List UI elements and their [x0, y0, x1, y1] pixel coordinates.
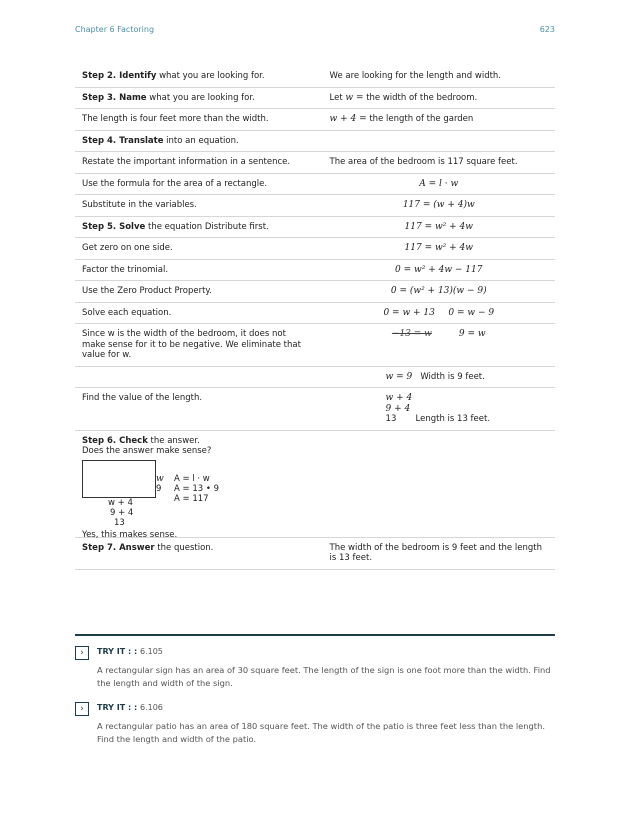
math-expr: 117 = (w + 4)w — [402, 200, 475, 210]
math-expr: 0 = w² + 4w − 117 — [395, 264, 483, 275]
left-text: Since w is the width of the bedroom, it does not make sense for it to be negative. We eliminate that value for w. — [75, 324, 316, 367]
math-expr: 117 = w² + 4w — [404, 243, 473, 253]
diagram-length-value: 13 — [114, 517, 125, 528]
math-expr: 9 = w — [458, 329, 486, 339]
solution-table — [75, 66, 555, 570]
try-it-text: A rectangular patio has an area of 180 square feet. The width of the patio is three feet less than the length. Find the length and width of the patio. — [97, 721, 545, 744]
step-label: Step 2. Identify — [82, 71, 157, 81]
math-expr: 9 + 4 — [385, 403, 411, 414]
check-question: Does the answer make sense? — [82, 446, 212, 456]
row-substitute — [75, 195, 555, 217]
diagram-width-value: 9 — [156, 483, 162, 494]
row-width — [75, 366, 555, 388]
chevron-right-icon[interactable]: › — [75, 702, 89, 716]
math-expr: w = 9 — [385, 371, 413, 382]
left-text: Factor the trinomial. — [75, 259, 316, 281]
step-label: Step 5. Solve — [82, 221, 146, 232]
check-area — [82, 435, 548, 540]
step-label: Step 3. Name — [82, 92, 147, 103]
left-text: Substitute in the variables. — [75, 195, 316, 217]
row-step4 — [75, 130, 555, 152]
section-divider — [75, 634, 555, 636]
rectangle-diagram — [82, 460, 156, 498]
left-text: Restate the important information in a sentence. — [75, 152, 316, 174]
row-factor — [75, 259, 555, 281]
check-conclusion: Yes, this makes sense. — [82, 529, 178, 540]
diagram-length-label: w + 4 — [108, 497, 133, 508]
left-text: Solve each equation. — [75, 302, 316, 324]
define-text: the width of the bedroom. — [363, 92, 478, 103]
step2-right: We are looking for the length and width. — [316, 66, 555, 87]
eliminated-solution: −13 = w — [391, 329, 432, 339]
try-it-label: TRY IT : : 6.105 — [97, 647, 163, 656]
area-eq3: A = 117 — [174, 493, 209, 504]
math-expr: 0 = (w² + 13)(w − 9) — [390, 286, 487, 296]
step-text: what you are looking for. — [146, 92, 255, 103]
step-text: into an equation. — [163, 135, 239, 146]
length-result: Length is 13 feet. — [415, 414, 491, 424]
let-text: Let — [329, 92, 346, 103]
final-answer: The width of the bedroom is 9 feet and the length is 13 feet. — [316, 537, 555, 569]
try-it-label: TRY IT : : 6.106 — [97, 703, 163, 712]
math-expr: w + 4 = — [329, 114, 367, 124]
row-step6 — [75, 430, 555, 537]
row-solve — [75, 302, 555, 324]
row-step2 — [75, 66, 555, 87]
diagram-w-label: w — [156, 473, 164, 484]
math-expr: w + 4 — [385, 393, 413, 403]
row-step5 — [75, 216, 555, 238]
area-eq2: A = 13 • 9 — [174, 483, 219, 494]
row-restate — [75, 152, 555, 174]
right-text: The area of the bedroom is 117 square feet. — [316, 152, 555, 174]
row-since — [75, 324, 555, 367]
step-label: Step 4. Translate — [82, 135, 164, 146]
left-text: The length is four feet more than the width. — [75, 109, 316, 131]
define-text: the length of the garden — [366, 114, 474, 124]
step-label: Step 6. Check — [82, 435, 148, 446]
math-expr: 117 = w² + 4w — [404, 221, 473, 232]
page-number: 623 — [539, 25, 555, 34]
row-four-feet — [75, 109, 555, 131]
step-text: what you are looking for. — [156, 71, 265, 81]
width-result: Width is 9 feet. — [420, 371, 485, 382]
chapter-header: Chapter 6 Factoring — [75, 25, 155, 34]
left-text: Get zero on one side. — [75, 238, 316, 260]
math-expr: w = — [345, 92, 364, 103]
diagram-length-sum: 9 + 4 — [110, 507, 134, 518]
step-label: Step 7. Answer — [82, 542, 155, 553]
row-zero — [75, 238, 555, 260]
area-eq1: A = l · w — [174, 473, 210, 484]
left-text: Use the Zero Product Property. — [75, 281, 316, 303]
row-step3 — [75, 87, 555, 109]
length-value: 13 — [385, 414, 397, 424]
math-expr: 0 = w + 13 — [383, 307, 435, 318]
left-text: Use the formula for the area of a rectangle. — [75, 173, 316, 195]
row-formula — [75, 173, 555, 195]
row-zpp — [75, 281, 555, 303]
step-text: the question. — [154, 542, 214, 553]
row-step7 — [75, 537, 555, 569]
chevron-right-icon[interactable]: › — [75, 646, 89, 660]
left-text: Find the value of the length. — [75, 388, 316, 431]
step-text: the answer. — [147, 435, 200, 446]
step-text: the equation Distribute first. — [145, 221, 269, 232]
math-expr: 0 = w − 9 — [448, 307, 495, 318]
try-it-text: A rectangular sign has an area of 30 square feet. The length of the sign is one foot more than the width. Find the length and width of the sign. — [97, 665, 551, 688]
row-length — [75, 388, 555, 431]
math-expr: A = l · w — [419, 178, 459, 189]
